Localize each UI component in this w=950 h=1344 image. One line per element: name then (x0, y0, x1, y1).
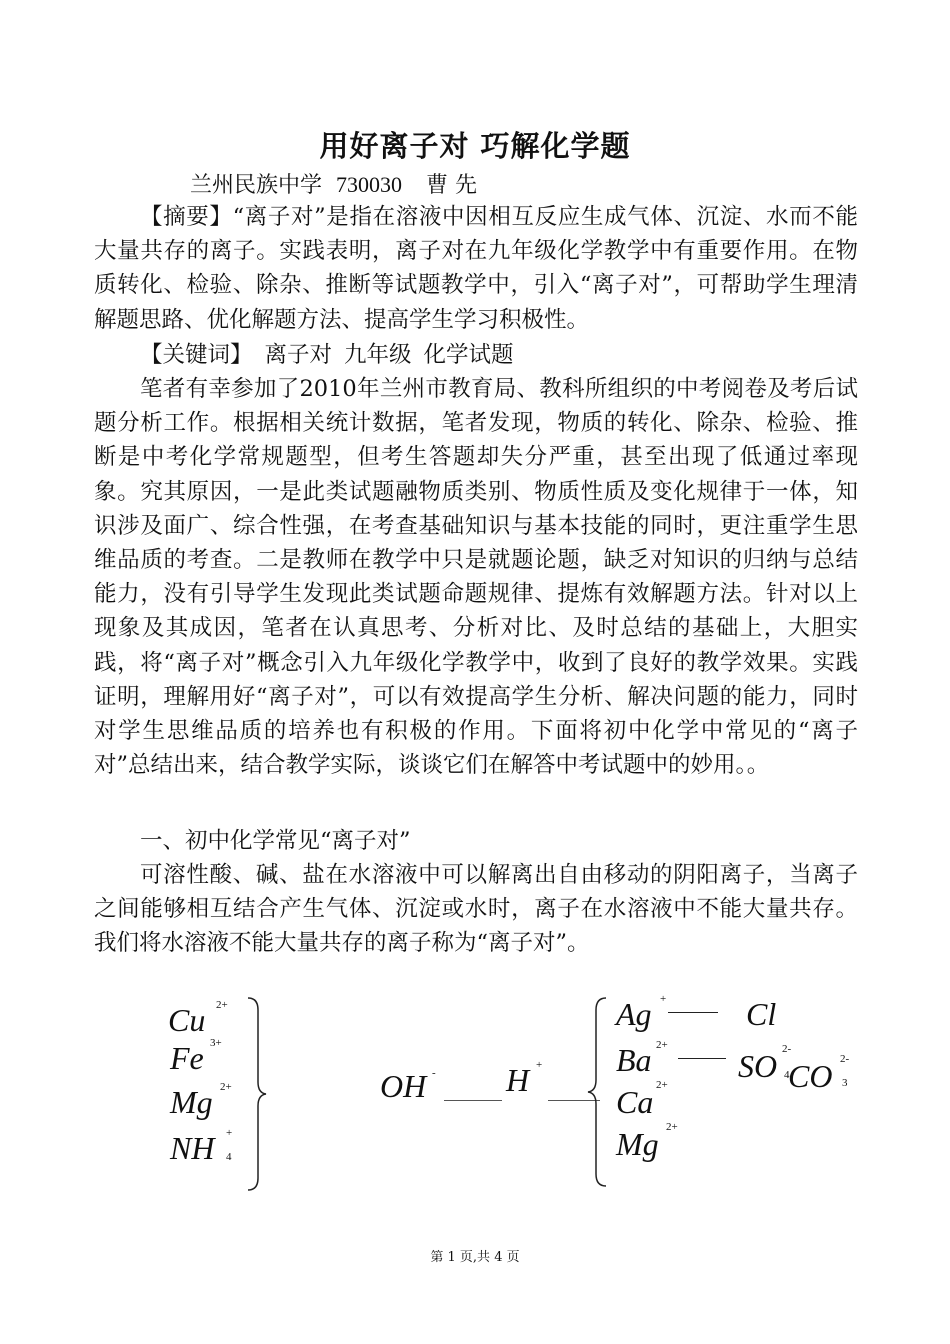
ba-so4-connector (678, 1058, 726, 1059)
keywords-paragraph (94, 338, 858, 372)
ion-ba: Ba 2+ (616, 1039, 668, 1078)
left-brace (244, 996, 268, 1192)
intro-paragraph: 笔者有幸参加了2010年兰州市教育局、教科所组织的中考阅卷及考后试题分析工作。根据相关统计数据，笔者发现，物质的转化、除杂、检验、推断是中考化学常规题型，但考生答题却失分严重，甚至出现了低通过率现象。究其原因，一是此类试题融物质类别、物质性质及变化规律于一体，知识涉及面广、综合性强，在考查基础知识与基本技能的同时，更注重学生思维品质的考查。二是教师在教学中只是就题论题，缺乏对知识的归纳与总结能力，没有引导学生发现此类试题命题规律、提炼有效解题方法。针对以上现象及其成因，笔者在认真思考、分析对比、及时总结的基础上，大胆实践，将“离子对”概念引入九年级化学教学中，收到了良好的教学效果。实践证明，理解用好“离子对”，可以有效提高学生分析、解决问题的能力，同时对学生思维品质的培养也有积极的作用。下面将初中化学中常见的“离子对”总结出来，结合教学实际，谈谈它们在解答中考试题中的妙用。。 (94, 376, 858, 779)
definition-paragraph: 可溶性酸、碱、盐在水溶液中可以解离出自由移动的阴阳离子，当离子之间能够相互结合产生气体、沉淀或水时，离子在水溶液中不能大量共存。我们将水溶液不能大量共存的离子称为“离子对”。 (94, 862, 858, 957)
document-title: 用好离子对 巧解化学题 (319, 129, 631, 163)
ion-fe: Fe 3+ (170, 1037, 222, 1076)
author-line (190, 168, 477, 199)
right-brace (586, 996, 610, 1188)
ion-mg-left: Mg 2+ (170, 1081, 232, 1120)
abstract-label: 【摘要】 (140, 204, 233, 230)
ion-co3: CO 2- 3 (788, 1053, 850, 1094)
ion-pair-diagram (0, 990, 950, 1200)
section-heading: 一、初中化学常见“离子对” (140, 828, 411, 854)
ion-so4: SO 2- 4 (738, 1043, 792, 1084)
ion-ca: Ca 2+ (616, 1079, 668, 1120)
abstract-paragraph (94, 200, 858, 337)
abstract-text: “离子对”是指在溶液中因相互反应生成气体、沉淀、水而不能大量共存的离子。实践表明，离子对在九年级化学教学中有重要作用。在物质转化、检验、除杂、推断等试题教学中，引入“离子对”，可帮助学生理清解题思路、优化解题方法、提高学生学习积极性。 (94, 204, 858, 333)
ion-cl: Cl (746, 996, 777, 1032)
ag-cl-connector (668, 1012, 718, 1013)
ion-nh4: NH + 4 (170, 1127, 233, 1166)
page-footer: 第 1 页,共 4 页 (430, 1250, 520, 1265)
author-school: 兰州民族中学 (190, 173, 323, 198)
author-name: 曹 先 (426, 173, 478, 198)
keyword-item: 九年级 (344, 342, 412, 368)
ion-mg-right: Mg 2+ (616, 1121, 678, 1162)
ion-oh: OH - (380, 1067, 436, 1104)
keyword-item: 离子对 (264, 342, 333, 368)
ion-h: H + (506, 1059, 543, 1098)
ion-ag: Ag + (616, 993, 667, 1032)
keyword-item: 化学试题 (423, 342, 514, 368)
ion-cu: Cu 2+ (168, 999, 228, 1038)
keywords-label: 【关键词】 (140, 342, 253, 368)
author-postcode: 730030 (336, 172, 403, 197)
oh-h-connector (444, 1100, 502, 1101)
